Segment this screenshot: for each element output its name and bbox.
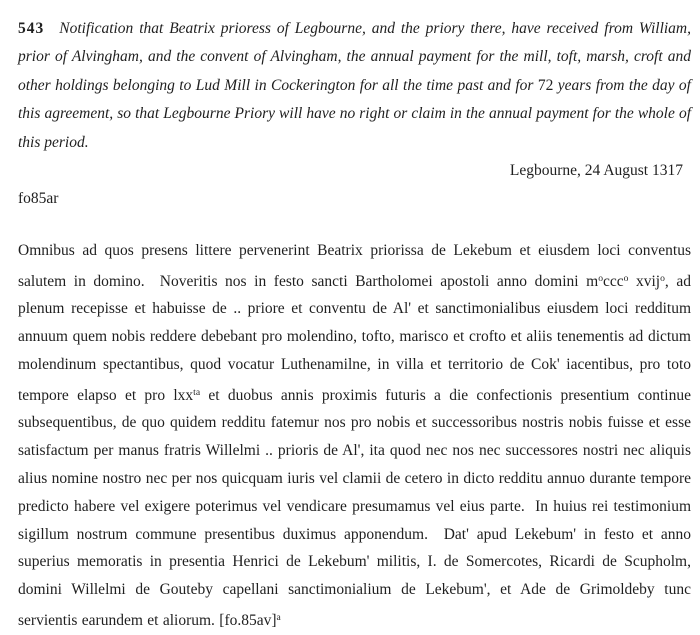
dateline: Legbourne, 24 August 1317 [509,162,683,180]
entry-summary-text: Notification that Beatrix prioress of Legbourne, and the priory there, have received from William, prior of Alvingham, and the convent of Alvingham, the annual payment for the mill, toft, marsh, croft and other holdings belonging to Lud Mill in Cockerington for all the time past and for 72 years from the day of this agreement, so that Legbourne Priory will have no right or claim in the annual payment for the whole of this period. [18,20,695,151]
charter-text: Omnibus ad quos presens littere pervenerint Beatrix priorissa de Lekebum et eiusdem loci conventus salutem in domino. Noveritis nos in festo sancti Bartholomei apostoli anno domini $m^occc^o$ xvij$^o$, ad plenum recepisse et habuisse de .. priore et conventu de Al' et sanctimonialibus eiusdem loci redditum annuum quem nobis reddere debebant pro molendino, tofto, marisco et crofto et aliis tenementis ad dictum molendinum spectantibus, quod vocatur Luthenamilne, in villa et territorio de Cok' iacentibus, pro toto tempore elapso et pro lxx$^{ta}$ et duobus annis proximis futuris a die confectionis presentium continue subsequentibus, de quo quidem redditu fatemur nos pro nobis et successoribus nostris nobis fuisse et esse satisfactum per manus fratris Willelmi .. prioris de Al', ita quod nec nos nec successores nostri nec aliquis alius nomine nostro nec per nos quicquam iuris vel clamii de cetero in dicto redditu annuo durante tempore predicto habere vel exigere poterimus vel vendicare presumamus vel eius parte. In huius rei testimonium sigillum nostrum commune presentibus duximus apponendum. Dat' apud Lekebum' in festo et anno superius memoratis in presentia Henrici de Lekebum' militis, I. de Somercotes, Ricardi de Scupholm, domini Willelmi de Gouteby capellani sanctimonialium de Lekebum', et Ade de Grimoldeby tunc servientis earundem et aliorum. $[fo.85av]^a$ [18,242,696,629]
entry-number: 543 [18,20,45,37]
folio-marker: fo85ar [18,190,59,208]
entry-summary [18,15,695,157]
